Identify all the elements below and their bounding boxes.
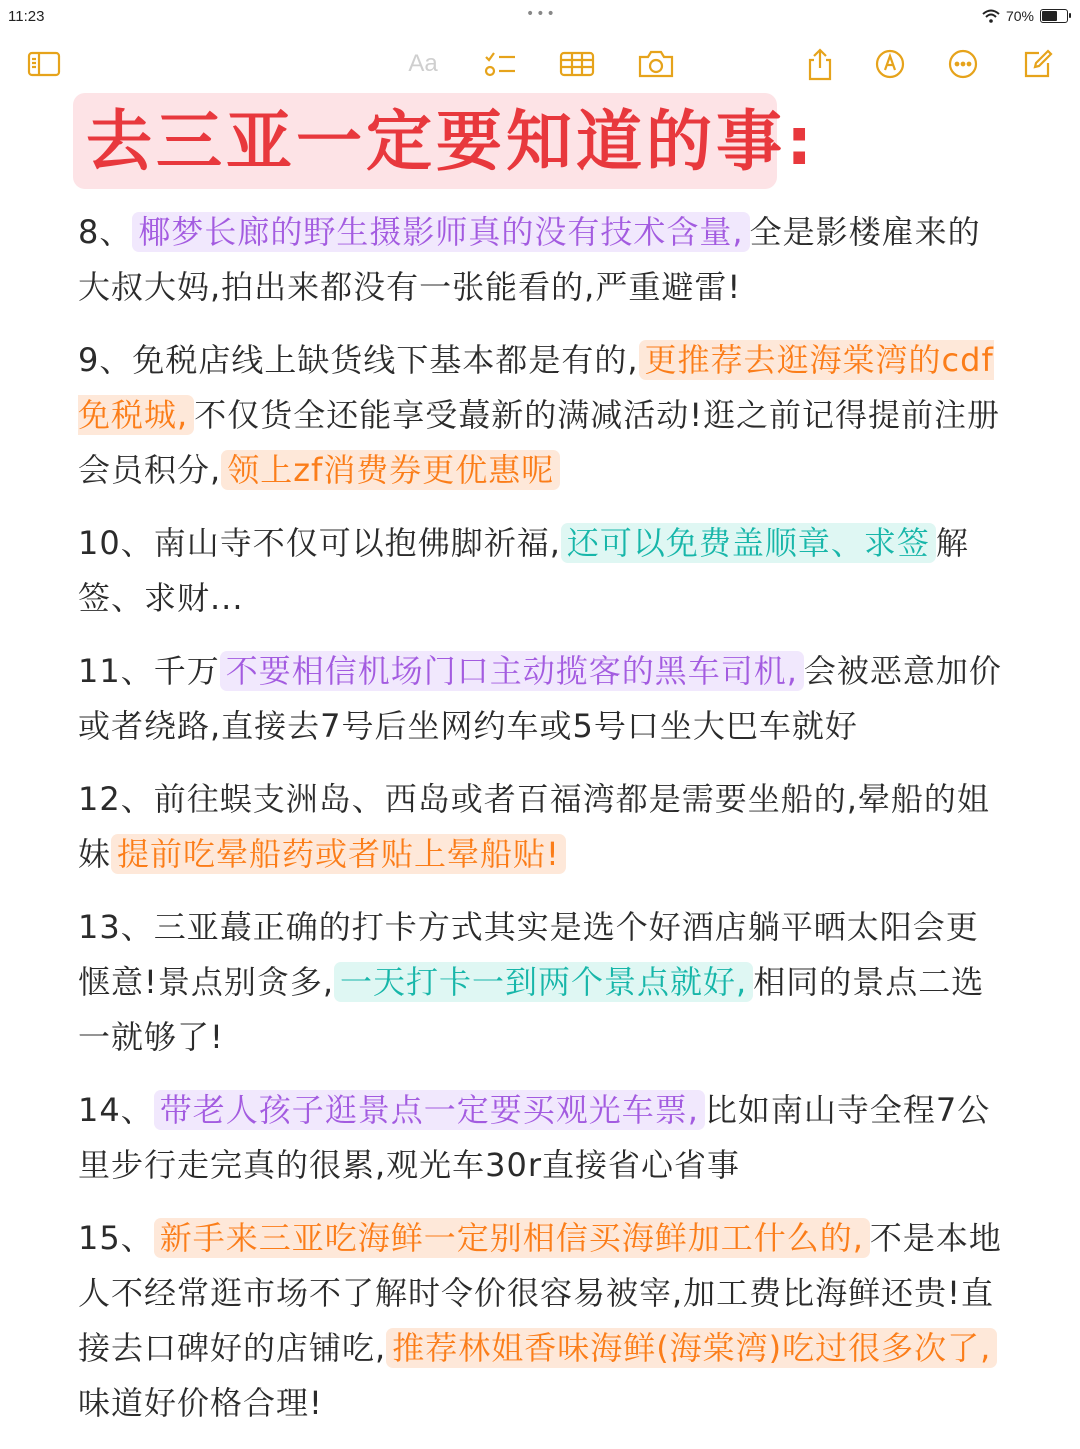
paragraph-text: 不仅货全还能享受蕞新的满减活动!逛之前记得提前注册会员积分, <box>78 396 1001 489</box>
highlighted-text-orange: 更推荐去逛海棠湾的cdf免税城, <box>78 341 994 434</box>
battery-fill <box>1042 11 1057 21</box>
paragraph-text: 13、三亚蕞正确的打卡方式其实是选个好酒店躺平晒太阳会更惬意!景点别贪多, <box>78 908 979 1001</box>
paragraph-text: 9、免税店线上缺货线下基本都是有的, <box>78 341 639 379</box>
paragraph-text: 会被恶意加价或者绕路,直接去7号后坐网约车或5号口坐大巴车就好 <box>78 652 1002 745</box>
paragraph-text: 11、千万 <box>78 652 220 690</box>
paragraph-text: 15、 <box>78 1219 154 1257</box>
sidebar-icon[interactable] <box>24 42 64 86</box>
highlighted-text-orange: 推荐林姐香味海鲜(海棠湾)吃过很多次了, <box>386 1328 997 1368</box>
note-paragraph[interactable] <box>78 1211 1008 1431</box>
text-format-button[interactable]: Aa <box>408 50 438 77</box>
note-paragraph[interactable] <box>78 333 1008 498</box>
note-paragraph[interactable] <box>78 772 1008 882</box>
notes-toolbar <box>0 42 1080 88</box>
note-paragraph[interactable] <box>78 205 1008 315</box>
battery-percent: 70% <box>1005 8 1034 24</box>
highlighted-text-orange: 新手来三亚吃海鲜一定别相信买海鲜加工什么的, <box>154 1218 870 1258</box>
note-paragraph[interactable] <box>78 516 1008 626</box>
highlighted-text-purple: 不要相信机场门口主动揽客的黑车司机, <box>220 651 804 691</box>
note-title[interactable]: 去三亚一定要知道的事: <box>86 103 817 180</box>
status-time: 11:23 <box>8 8 45 25</box>
paragraph-text: 解签、求财... <box>78 524 969 617</box>
paragraph-text: 全是影楼雇来的大叔大妈,拍出来都没有一张能看的,严重避雷! <box>78 213 981 306</box>
status-right <box>982 8 1068 24</box>
paragraph-text: 味道好价格合理! <box>78 1384 323 1422</box>
highlighted-text-orange: 领上zf消费券更优惠呢 <box>221 450 560 490</box>
multitasking-dots-icon[interactable]: ••• <box>526 6 557 22</box>
wifi-icon <box>982 9 1000 23</box>
note-body[interactable] <box>78 205 1008 1449</box>
paragraph-text: 比如南山寺全程7公里步行走完真的很累,观光车30r直接省心省事 <box>78 1091 991 1184</box>
paragraph-text: 不是本地人不经常逛市场不了解时令价很容易被宰,加工费比海鲜还贵!直接去口碑好的店铺吃, <box>78 1219 1002 1367</box>
ellipsis-circle-icon[interactable] <box>943 42 983 86</box>
paragraph-text: 14、 <box>78 1091 154 1129</box>
compose-icon[interactable] <box>1017 42 1057 86</box>
note-paragraph[interactable] <box>78 1083 1008 1193</box>
note-paragraph[interactable] <box>78 900 1008 1065</box>
note-paragraph[interactable] <box>78 644 1008 754</box>
battery-icon <box>1040 9 1068 23</box>
paragraph-text: 相同的景点二选一就够了! <box>78 963 985 1056</box>
share-icon[interactable] <box>800 42 840 86</box>
status-bar <box>0 0 1080 36</box>
highlighted-text-purple: 带老人孩子逛景点一定要买观光车票, <box>154 1090 705 1130</box>
highlighted-text-teal: 一天打卡一到两个景点就好, <box>334 962 753 1002</box>
highlighted-text-teal: 还可以免费盖顺章、求签 <box>561 523 936 563</box>
paragraph-text: 12、前往蜈支洲岛、西岛或者百福湾都是需要坐船的,晕船的姐妹 <box>78 780 990 873</box>
highlighted-text-orange: 提前吃晕船药或者贴上晕船贴! <box>111 834 566 874</box>
paragraph-text: 10、南山寺不仅可以抱佛脚祈福, <box>78 524 561 562</box>
paragraph-text: 8、 <box>78 213 133 251</box>
markup-pen-icon[interactable] <box>870 42 910 86</box>
checklist-icon[interactable] <box>480 42 520 86</box>
highlighted-text-purple: 椰梦长廊的野生摄影师真的没有技术含量, <box>132 212 749 252</box>
table-icon[interactable] <box>557 42 597 86</box>
camera-icon[interactable] <box>636 42 676 86</box>
